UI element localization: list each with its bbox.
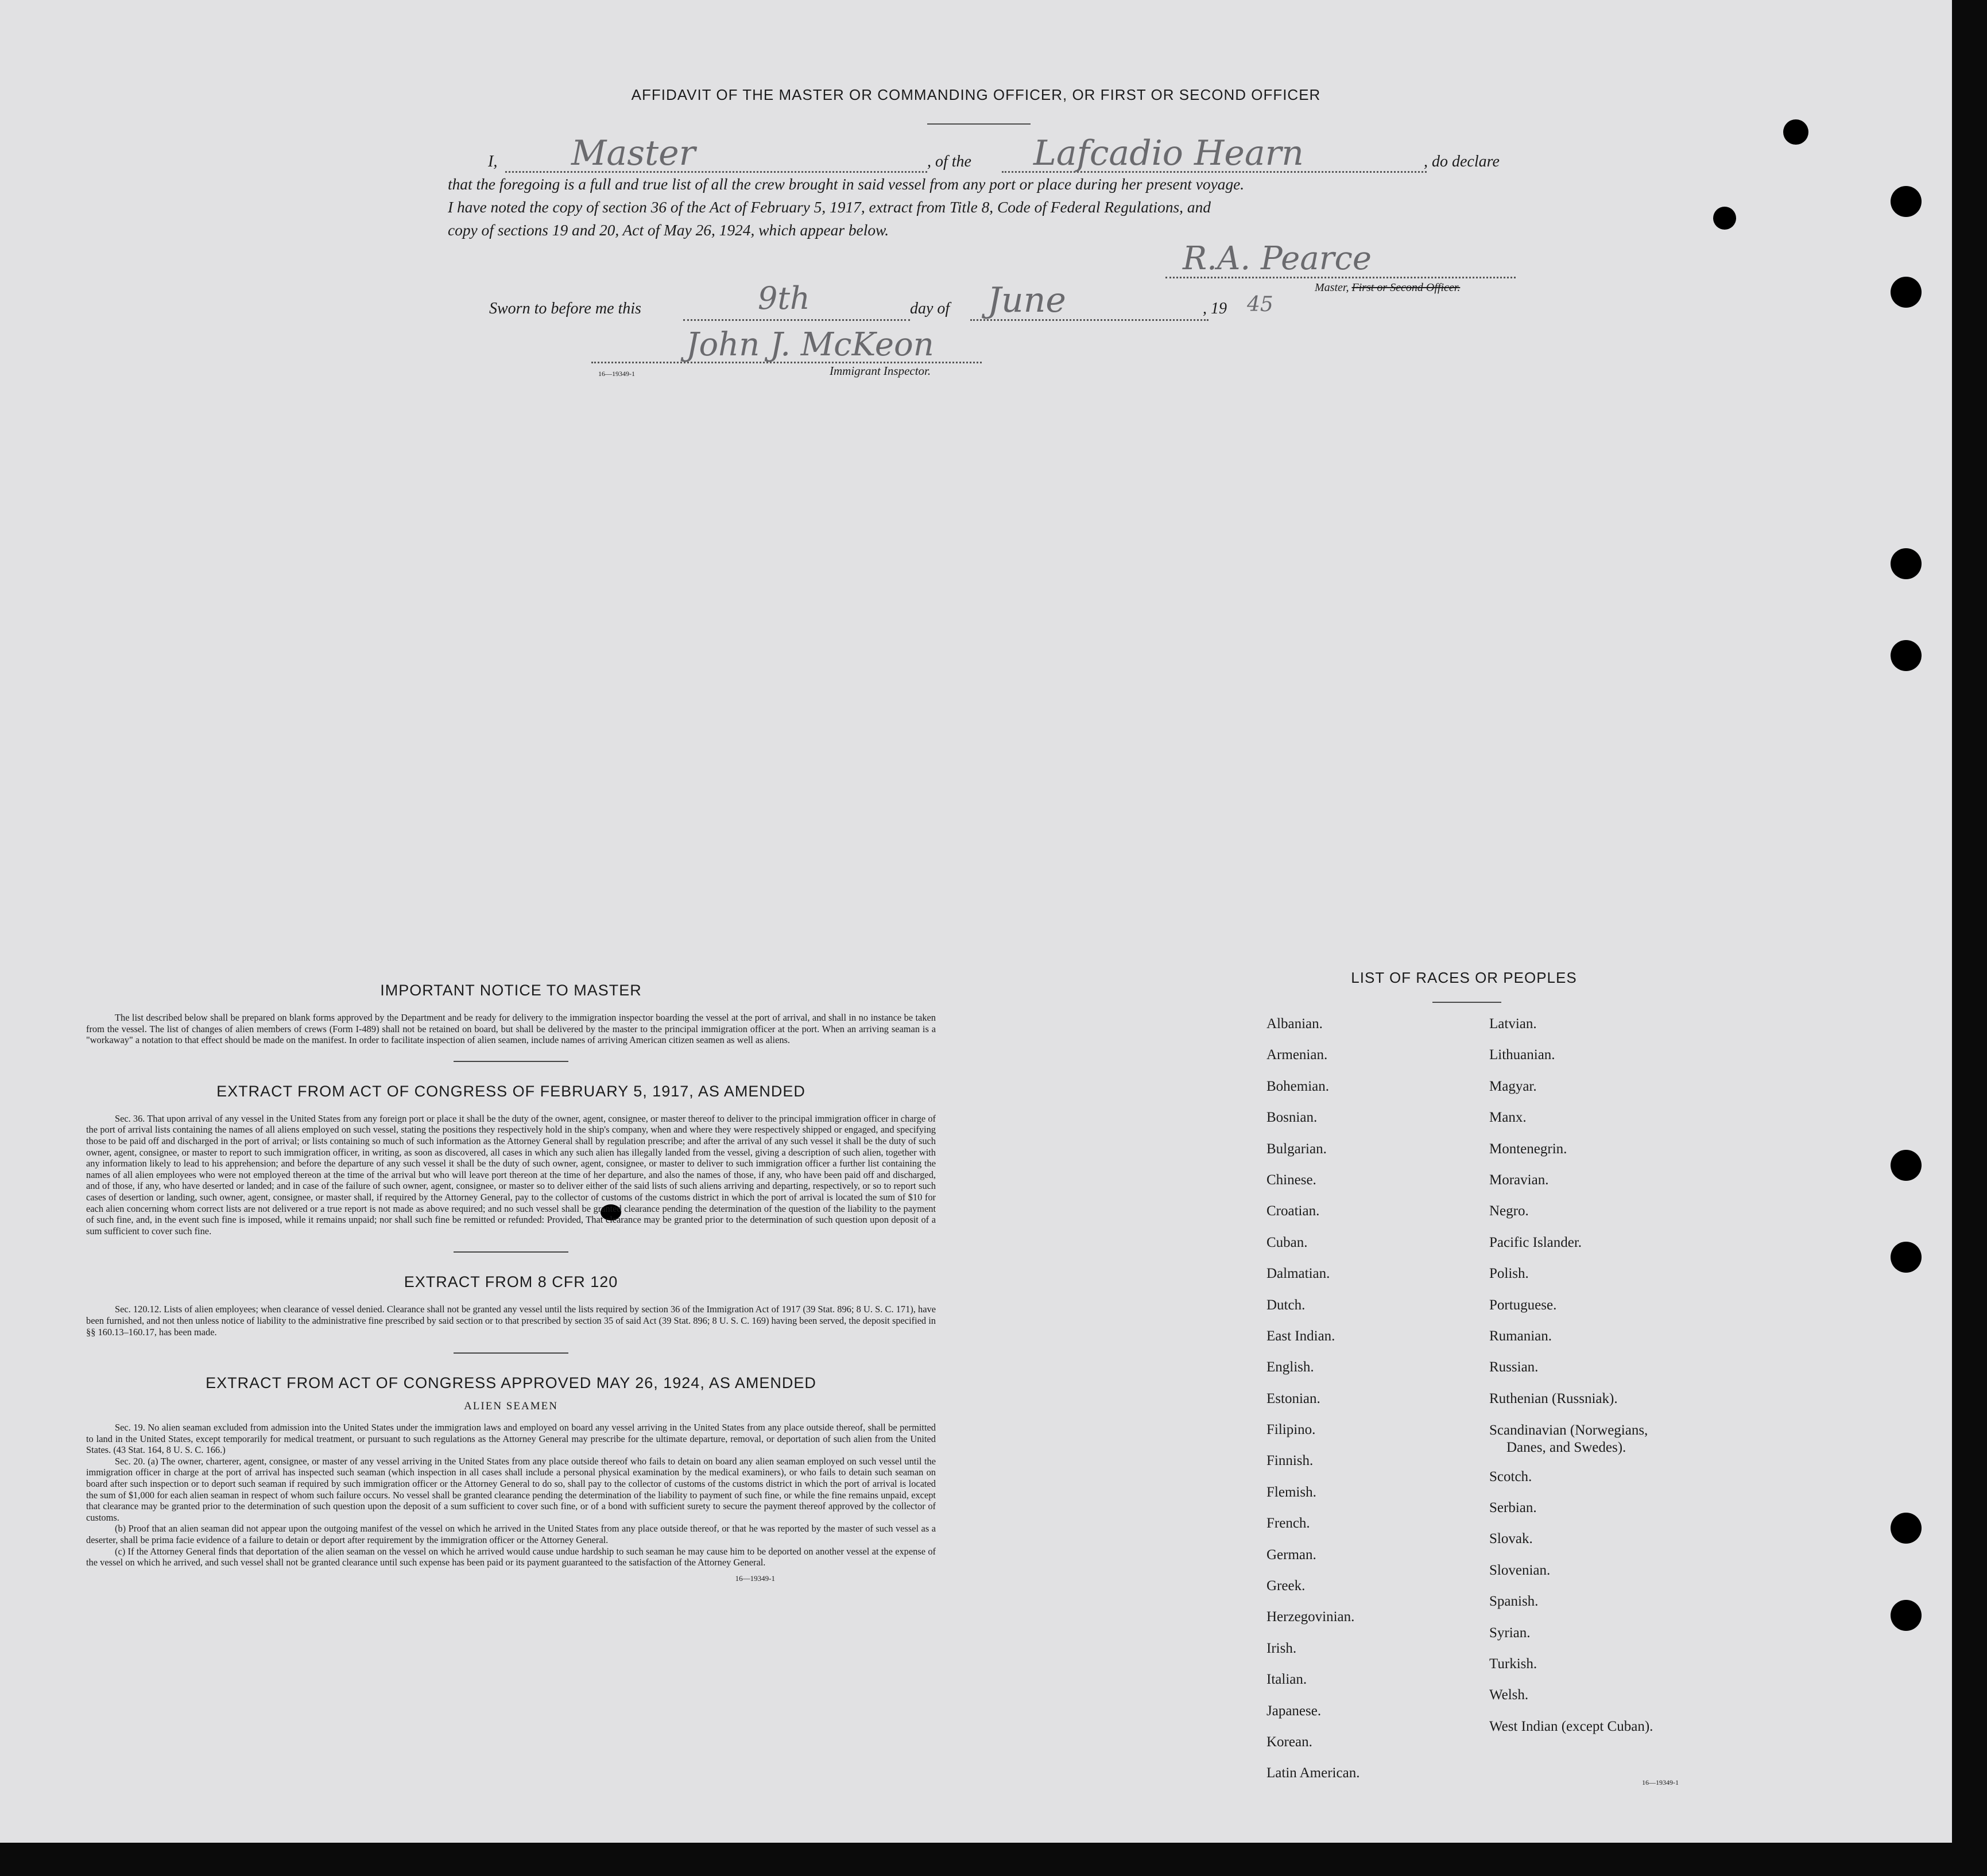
race-name: Armenian.: [1266, 1047, 1328, 1063]
race-name: Italian.: [1266, 1672, 1307, 1688]
race-name: Scotch.: [1489, 1468, 1532, 1484]
extract-1917-text: Sec. 36. That upon arrival of any vessel in the United States from any foreign port or place it shall be the duty of the owner, agent, consignee, or master thereof to deliver to the principal immigration officer in charge of the port of arrival lists containing the names of all aliens employed on such vessel, stating the positions they respectively hold in the ship's company, when and where they were respectively shipped or engaged, and specifying those to be paid off and discharged in the port of arrival; or lists containing so much of such information as the Attorney General shall by regulation prescribe; and after the arrival of any such vessel it shall be the duty of such owner, agent, consignee, or master to report to such immigration officer, in writing, as soon as discovered, all cases in which any such alien has illegally landed from the vessel, giving a description of such alien, together with any information likely to lead to his apprehension; and before the departure of any such vessel it shall be the duty of such owner, agent, consignee, or master to deliver to such immigration officer a further list containing the names of all alien employees who were not employed thereon at the time of the arrival but who will leave port thereon at the time of her departure, and also the names of those, if any, who have been paid off and discharged, and of those, if any, who have deserted or landed; and in case of the failure of such owner, agent, consignee, or master so to deliver either of the said lists of such aliens arriving and departing, respectively, or so to report such cases of desertion or landing, such owner, agent, consignee, or master shall, if required by the Attorney General, pay to the collector of customs of the customs district in which the port of arrival is located the sum of $10 for each alien concerning whom correct lists are not delivered or a true report is not made as above required; and no such vessel shall be granted clearance pending the determination of the question of the liability to the payment of such fine, and, in the event such fine is imposed, while it remains unpaid; nor shall such fine be remitted or refunded: Provided, That clearance may be granted prior to the determination of such question upon deposit of a sum sufficient to cover such fine.: [86, 1113, 936, 1237]
race-item: [1266, 1110, 1359, 1141]
punch-hole: [1891, 1242, 1922, 1273]
notice-column: [86, 982, 936, 1583]
race-item: [1266, 1453, 1359, 1484]
race-item: [1266, 1203, 1359, 1234]
punch-hole: [1891, 277, 1922, 308]
races-title: LIST OF RACES OR PEOPLES: [1351, 969, 1577, 986]
race-item: [1266, 1734, 1359, 1765]
inspector-signature: John J. McKeon: [686, 326, 934, 363]
races-right-column: [1489, 1016, 1653, 1750]
race-name: Estonian.: [1266, 1390, 1320, 1406]
year-prefix-text: , 19: [1203, 300, 1227, 317]
race-item: [1489, 1328, 1653, 1359]
race-item: [1266, 1328, 1359, 1359]
master-caption-text: Master,: [1315, 281, 1349, 294]
race-item: [1266, 1391, 1359, 1422]
affidavit-i: I,: [488, 153, 498, 170]
race-item: [1266, 1609, 1359, 1640]
race-name: Greek.: [1266, 1578, 1306, 1594]
race-name: Croatian.: [1266, 1203, 1320, 1219]
race-item: [1489, 1625, 1653, 1656]
race-item: [1489, 1469, 1653, 1500]
race-name: Pacific Islander.: [1489, 1234, 1582, 1250]
race-name: Albanian.: [1266, 1016, 1323, 1032]
officer-handwritten: Master: [571, 133, 696, 173]
race-name: Serbian.: [1489, 1500, 1537, 1516]
race-item: [1489, 1359, 1653, 1390]
extract-cfr-title: EXTRACT FROM 8 CFR 120: [404, 1273, 618, 1291]
race-name: Portuguese.: [1489, 1297, 1557, 1313]
race-item: [1489, 1563, 1653, 1594]
race-name: English.: [1266, 1359, 1314, 1375]
race-name: Manx.: [1489, 1110, 1527, 1126]
race-name: Dalmatian.: [1266, 1266, 1330, 1282]
race-name: Scandinavian (Norwegians,: [1489, 1422, 1648, 1439]
race-name: Montenegrin.: [1489, 1141, 1567, 1157]
race-item: [1489, 1016, 1653, 1047]
extract-1924-sec20c: (c) If the Attorney General finds that deportation of the alien seaman on the vessel on which he arrived would cause undue hardship to such seaman he may cause him to be deported on another vessel at the expense of the vessel on which he arrived, and such vessel shall not be granted clearance until such expense has been paid or its payment guaranteed to the satisfaction of the Attorney General.: [86, 1545, 936, 1568]
race-item: [1489, 1235, 1653, 1266]
race-name: Bohemian.: [1266, 1078, 1330, 1094]
race-name: Polish.: [1489, 1266, 1529, 1282]
sworn-month-handwritten: June: [987, 280, 1066, 320]
do-declare-text: , do declare: [1424, 153, 1500, 170]
race-item: [1266, 1016, 1359, 1047]
race-name: Moravian.: [1489, 1172, 1549, 1188]
punch-hole: [1891, 1600, 1922, 1631]
race-name: Korean.: [1266, 1734, 1312, 1750]
race-name: West Indian (except Cuban).: [1489, 1718, 1653, 1734]
year-handwritten: 45: [1247, 293, 1273, 316]
race-name: Bulgarian.: [1266, 1141, 1327, 1157]
race-name: Ruthenian (Russniak).: [1489, 1390, 1618, 1406]
race-name: Bosnian.: [1266, 1110, 1318, 1126]
race-item: [1489, 1079, 1653, 1110]
punch-hole: [1891, 1150, 1922, 1181]
race-item: [1266, 1515, 1359, 1546]
vessel-handwritten: Lafcadio Hearn: [1033, 133, 1304, 173]
day-blank: [683, 319, 910, 321]
sworn-text: Sworn to before me this: [489, 300, 641, 317]
races-left-column: [1266, 1016, 1359, 1797]
struck-officer-text: First or Second Officer.: [1351, 281, 1461, 294]
notice-title: IMPORTANT NOTICE TO MASTER: [380, 982, 642, 999]
race-name: Slovenian.: [1489, 1562, 1551, 1578]
extract-1924-sec20b: (b) Proof that an alien seaman did not appear upon the outgoing manifest of the vessel on which he arrived in the United States from any place outside thereof, or that he was reported by the master of such vessel as a deserter, shall be prima facie evidence of a failure to detain or deport after requirement by the immigration officer or the Attorney General.: [86, 1523, 936, 1546]
punch-hole: [1713, 207, 1736, 230]
extract-1924-title: EXTRACT FROM ACT OF CONGRESS APPROVED MAY 26, 1924, AS AMENDED: [206, 1374, 816, 1392]
race-item: [1489, 1266, 1653, 1297]
sworn-day-handwritten: 9th: [758, 280, 810, 316]
master-caption: [1315, 281, 1460, 294]
race-name: Dutch.: [1266, 1297, 1306, 1313]
master-signature-line: [1165, 277, 1516, 278]
race-name: Slovak.: [1489, 1531, 1533, 1547]
race-item: [1489, 1422, 1653, 1469]
race-name: Lithuanian.: [1489, 1047, 1555, 1063]
race-item: [1489, 1110, 1653, 1141]
race-item: [1266, 1765, 1359, 1796]
separator: [454, 1251, 568, 1253]
extract-1917-title: EXTRACT FROM ACT OF CONGRESS OF FEBRUARY 5, 1917, AS AMENDED: [216, 1082, 805, 1100]
title-rule: [927, 123, 1031, 125]
race-item: [1489, 1656, 1653, 1687]
race-item: [1489, 1719, 1653, 1750]
race-name: German.: [1266, 1546, 1316, 1563]
races-title-rule: [1432, 1002, 1501, 1003]
race-item: [1489, 1172, 1653, 1203]
race-item: [1266, 1672, 1359, 1703]
punch-hole: [1891, 1513, 1922, 1544]
race-name: Latin American.: [1266, 1765, 1360, 1781]
race-name: Turkish.: [1489, 1656, 1537, 1672]
punch-hole: [1891, 186, 1922, 217]
race-item: [1266, 1641, 1359, 1672]
race-name: Cuban.: [1266, 1234, 1308, 1250]
race-item: [1266, 1266, 1359, 1297]
affidavit-line-3: I have noted the copy of section 36 of the Act of February 5, 1917, extract from Title 8, Code of Federal Regulations, and: [448, 199, 1211, 216]
affidavit-line-2: that the foregoing is a full and true list of all the crew brought in said vessel from any port or place during her present voyage.: [448, 176, 1245, 193]
race-item: [1489, 1047, 1653, 1078]
race-item: [1266, 1047, 1359, 1078]
extract-form-number: 16—19349-1: [735, 1573, 775, 1583]
notice-text: The list described below shall be prepared on blank forms approved by the Department and be ready for delivery to the immigration inspector boarding the vessel at the port of arrival, and shall in no instance be taken from the vessel. The list of changes of alien members of crews (Form I-489) shall not be retained on board, but shall be delivered by the master to the principal immigration officer at the port. When an arriving seaman is a "workaway" a notation to that effect should be made on the manifest. In order to facilitate inspection of alien seamen, include names of arriving American citizen seamen as well as aliens.: [86, 1012, 936, 1046]
race-item: [1489, 1500, 1653, 1531]
race-name: Filipino.: [1266, 1422, 1316, 1438]
race-item: [1489, 1141, 1653, 1172]
race-name: Syrian.: [1489, 1625, 1531, 1641]
inspector-signature-line: [591, 362, 982, 363]
race-name: Russian.: [1489, 1359, 1539, 1375]
affidavit-form-number: 16—19349-1: [598, 370, 635, 378]
race-name: Negro.: [1489, 1203, 1529, 1219]
race-item: [1266, 1297, 1359, 1328]
race-name: Japanese.: [1266, 1703, 1322, 1719]
race-item: [1266, 1703, 1359, 1734]
race-name: Irish.: [1266, 1640, 1297, 1656]
extract-cfr-text: Sec. 120.12. Lists of alien employees; when clearance of vessel denied. Clearance shall not be granted any vessel until the lists required by section 36 of the Immigration Act of 1917 (39 Stat. 896; 8 U. S. C. 171), have been furnished, and not then unless notice of liability to the administrative fine prescribed by said section or to that prescribed by section 35 of said Act (39 Stat. 896; 8 U. S. C. 169) having been served, the deposit specified in §§ 160.13–160.17, has been made.: [86, 1304, 936, 1338]
punch-hole: [1783, 119, 1808, 145]
affidavit-title: AFFIDAVIT OF THE MASTER OR COMMANDING OFFICER, OR FIRST OR SECOND OFFICER: [631, 86, 1321, 103]
race-item: [1489, 1531, 1653, 1562]
race-item: [1489, 1594, 1653, 1625]
race-name: Spanish.: [1489, 1594, 1539, 1610]
extract-1924-sec20a: Sec. 20. (a) The owner, charterer, agent, consignee, or master of any vessel arriving in the United States from any place outside thereof who fails to detain on board any alien seaman employed on such vessel until the immigration officer in charge at the port of arrival has inspected such seaman (which inspection in all cases shall include a personal physical examination by the medical examiners), or who fails to detain such seaman on board after such inspection or to deport such seaman if required by such immigration officer or the Attorney General to do so, shall pay to the collector of customs of the customs district in which the port of arrival is located the sum of $1,000 for each alien seaman in respect of whom such failure occurs. No vessel shall be granted clearance pending the determination of the liability to payment of such fine, or while the fine remains unpaid, except that clearance may be granted prior to the determination of such question upon the deposit of a sum sufficient to cover such fine, or of a bond with sufficient surety to secure the payment thereof approved by the collector of customs.: [86, 1455, 936, 1523]
race-item: [1266, 1079, 1359, 1110]
alien-seamen-subtitle: ALIEN SEAMEN: [464, 1400, 558, 1413]
race-name: Magyar.: [1489, 1078, 1537, 1094]
race-item: [1489, 1687, 1653, 1718]
race-item: [1266, 1422, 1359, 1453]
race-item: [1266, 1547, 1359, 1578]
punch-hole: [1891, 640, 1922, 671]
race-name: Chinese.: [1266, 1172, 1316, 1188]
of-the-text: , of the: [927, 153, 971, 170]
race-name-continued: Danes, and Swedes).: [1506, 1440, 1626, 1456]
race-item: [1266, 1359, 1359, 1390]
punch-hole: [1891, 548, 1922, 579]
race-name: French.: [1266, 1515, 1310, 1532]
race-item: [1266, 1141, 1359, 1172]
race-name: Latvian.: [1489, 1016, 1537, 1032]
master-signature: R.A. Pearce: [1183, 240, 1372, 277]
race-name: Herzegovinian.: [1266, 1609, 1355, 1625]
race-item: [1489, 1297, 1653, 1328]
separator: [454, 1061, 568, 1062]
race-item: [1489, 1203, 1653, 1234]
day-of-text: day of: [910, 300, 950, 317]
race-item: [1489, 1391, 1653, 1422]
race-name: Finnish.: [1266, 1453, 1314, 1469]
race-name: Rumanian.: [1489, 1328, 1552, 1344]
affidavit-line-4: copy of sections 19 and 20, Act of May 26, 1924, which appear below.: [448, 222, 889, 239]
race-name: Welsh.: [1489, 1687, 1529, 1703]
inspector-caption: Immigrant Inspector.: [830, 364, 931, 378]
race-item: [1266, 1235, 1359, 1266]
race-name: East Indian.: [1266, 1328, 1335, 1344]
officer-blank: [505, 171, 927, 173]
race-name: Flemish.: [1266, 1484, 1316, 1500]
race-item: [1266, 1578, 1359, 1609]
separator: [454, 1352, 568, 1354]
races-form-number: 16—19349-1: [1642, 1778, 1679, 1786]
extract-1924-sec19: Sec. 19. No alien seaman excluded from admission into the United States under the immigration laws and employed on board any vessel arriving in the United States from any place outside thereof, shall be permitted to land in the United States, except temporarily for medical treatment, or pursuant to such regulations as the Attorney General may prescribe for the ultimate departure, removal, or deportation of such alien from the United States. (43 Stat. 164, 8 U. S. C. 166.): [86, 1422, 936, 1456]
race-item: [1266, 1172, 1359, 1203]
race-item: [1266, 1484, 1359, 1515]
